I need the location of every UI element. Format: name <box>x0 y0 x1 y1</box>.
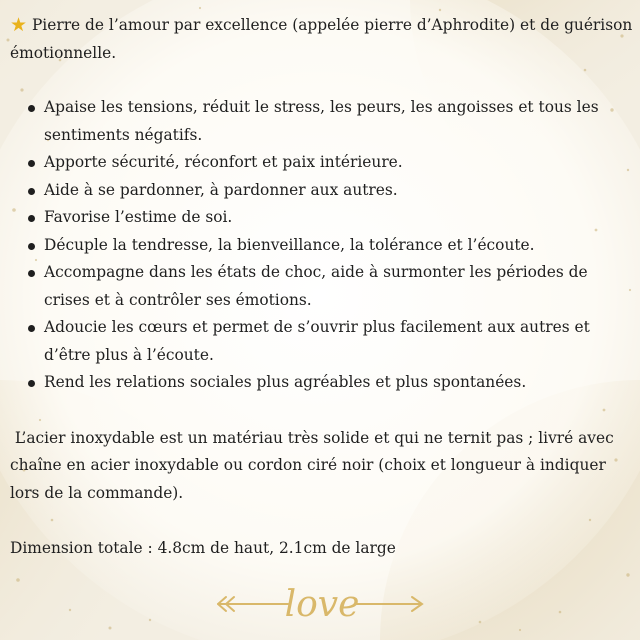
list-item: Accompagne dans les états de choc, aide à surmonter les périodes de crises et à contrôler ses émotions. <box>44 259 634 314</box>
list-item: Aide à se pardonner, à pardonner aux autres. <box>44 177 634 205</box>
dimension-text: Dimension totale : 4.8cm de haut, 2.1cm de large <box>10 539 396 557</box>
product-description <box>10 12 634 563</box>
love-script-text: love <box>284 584 360 625</box>
list-item: Favorise l’estime de soi. <box>44 204 634 232</box>
star-icon: ★ <box>10 14 28 36</box>
list-item: Rend les relations sociales plus agréables et plus spontanées. <box>44 369 634 397</box>
list-item: Apaise les tensions, réduit le stress, les peurs, les angoisses et tous les sentiments négatifs. <box>44 94 634 149</box>
benefits-list <box>10 94 634 397</box>
list-item: Adoucie les cœurs et permet de s’ouvrir plus facilement aux autres et d’être plus à l’écoute. <box>44 314 634 369</box>
material-paragraph <box>10 425 634 508</box>
list-item: Décuple la tendresse, la bienveillance, la tolérance et l’écoute. <box>44 232 634 260</box>
material-text: L’acier inoxydable est un matériau très solide et qui ne ternit pas ; livré avec chaîne en acier inoxydable ou cordon ciré noir (choix et longueur à indiquer lors de la commande). <box>10 428 614 502</box>
intro-paragraph <box>10 12 634 67</box>
intro-text: Pierre de l’amour par excellence (appelée pierre d’Aphrodite) et de guérison émotionnelle. <box>10 16 633 62</box>
love-arrow-decoration <box>214 570 428 634</box>
list-item: Apporte sécurité, réconfort et paix intérieure. <box>44 149 634 177</box>
